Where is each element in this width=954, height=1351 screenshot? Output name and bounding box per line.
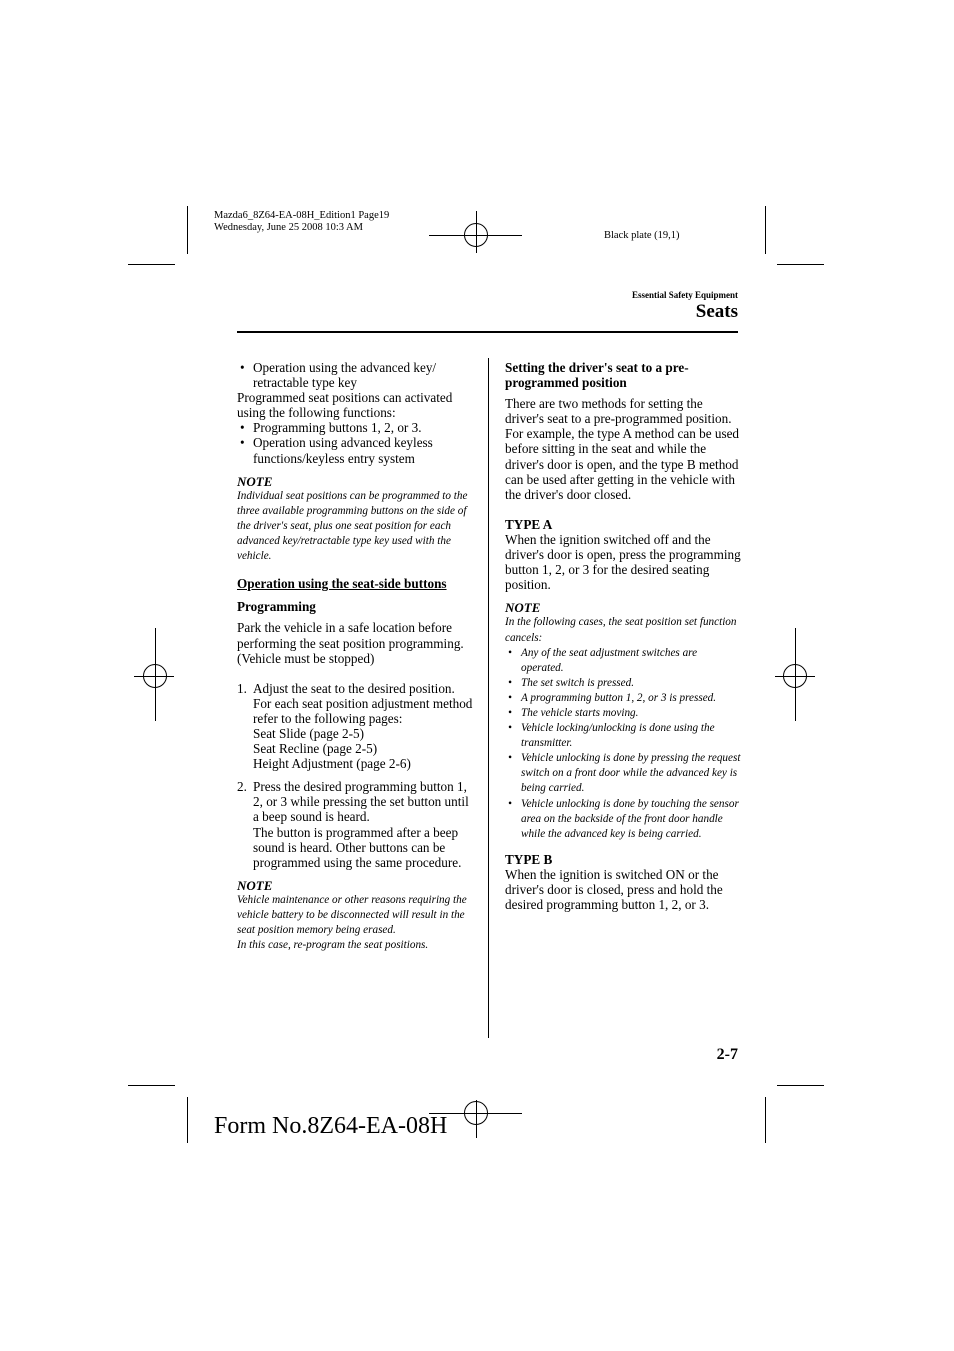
type-b-heading: TYPE B (505, 851, 553, 867)
right-column (505, 360, 741, 912)
step-text: Press the desired programming button 1, 2, or 3 while pressing the set button until a beep sound is heard. (253, 779, 469, 825)
left-column (237, 360, 475, 953)
print-meta (214, 210, 464, 234)
section-heading: Operation using the seat-side buttons (237, 576, 447, 592)
page-ref: Seat Slide (page 2-5) (253, 725, 364, 741)
note-heading: NOTE (237, 473, 273, 489)
print-meta-line1: Mazda6_8Z64-EA-08H_Edition1 Page19 (214, 210, 390, 221)
list-item: • A programming button 1, 2, or 3 is pressed. (505, 691, 741, 706)
page-title: Seats (695, 301, 738, 322)
list-item: • The set switch is pressed. (505, 676, 741, 691)
list-item: • Programming buttons 1, 2, or 3. (237, 420, 475, 435)
step-text: Adjust the seat to the desired position. For each seat position adjustment method refer to the following pages: (253, 680, 473, 726)
note-text: In this case, re-program the seat positions. (237, 939, 429, 952)
list-item: • Vehicle unlocking is done by pressing the request switch on a front door while the advanced key is being carried. (505, 751, 741, 796)
paragraph: Park the vehicle in a safe location before performing the seat position programming. (Vehicle must be stopped) (237, 620, 464, 666)
section-label: Essential Safety Equipment (631, 290, 738, 300)
list-item: • Vehicle unlocking is done by touching the sensor area on the backside of the front door handle while the advanced key is being carried. (505, 797, 741, 842)
list-item: • Operation using advanced keyless functions/keyless entry system (237, 435, 475, 465)
page-ref: Height Adjustment (page 2-6) (253, 756, 411, 772)
type-a-heading: TYPE A (505, 516, 553, 532)
step-1 (237, 681, 475, 772)
paragraph: When the ignition switched off and the driver's door is open, press the programming button 1, 2, or 3 for the desired seating position. (505, 531, 741, 593)
registration-mark-top (464, 223, 488, 247)
registration-mark-right (783, 664, 807, 688)
note-text: Vehicle maintenance or other reasons requiring the vehicle battery to be disconnected will result in the seat position memory being erased. (237, 893, 467, 937)
paragraph: There are two methods for setting the driver's seat to a pre-programmed position. For example, the type A method can be used before sitting in the seat and while the driver's door is open, and the type B method can be used after getting in the vehicle with the driver's door closed. (505, 396, 740, 502)
step-text: The button is programmed after a beep sound is heard. Other buttons can be programmed using the same procedure. (253, 824, 462, 870)
page-ref: Seat Recline (page 2-5) (253, 741, 378, 757)
form-number: Form No.8Z64-EA-08H (214, 1113, 448, 1139)
step-number: 2. (237, 779, 247, 795)
note-heading: NOTE (237, 877, 273, 893)
plate-label: Black plate (19,1) (604, 230, 680, 241)
step-number: 1. (237, 680, 247, 696)
subheading: Programming (237, 599, 316, 615)
paragraph: Programmed seat positions can activated using the following functions: (237, 390, 453, 421)
list-item: • Vehicle locking/unlocking is done using the transmitter. (505, 721, 741, 751)
note-text: Individual seat positions can be programmed to the three available programming buttons on the side of the driver's seat, plus one seat position for each advanced key/retractable type key used with the vehicle. (237, 489, 468, 563)
list-item: • The vehicle starts moving. (505, 706, 741, 721)
page-number: 2-7 (716, 1046, 738, 1063)
note-text: In the following cases, the seat position set function cancels: (505, 616, 737, 644)
list-item: • Any of the seat adjustment switches are operated. (505, 646, 741, 676)
note-heading: NOTE (505, 600, 541, 616)
step-2 (237, 779, 475, 870)
title-rule (237, 331, 738, 333)
section-heading: Setting the driver's seat to a pre-programmed position (505, 360, 689, 391)
print-meta-line2: Wednesday, June 25 2008 10:3 AM (214, 222, 363, 233)
note-block (505, 615, 741, 841)
column-divider (488, 358, 489, 1038)
paragraph: When the ignition is switched ON or the driver's door is closed, press and hold the desired programming button 1, 2, or 3. (505, 866, 723, 913)
registration-mark-left (143, 664, 167, 688)
list-item: • Operation using the advanced key/ retractable type key (237, 360, 475, 390)
